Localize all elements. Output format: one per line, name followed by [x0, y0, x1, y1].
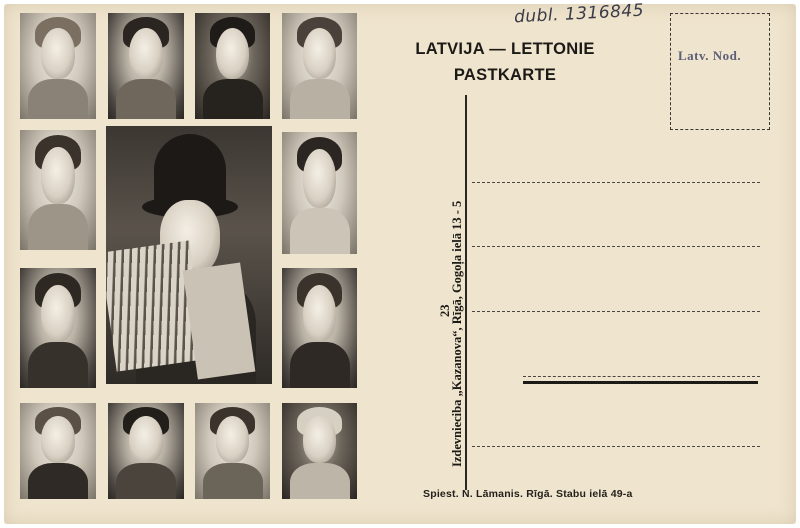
portrait-photo	[20, 403, 96, 499]
portrait-photo	[20, 130, 96, 250]
portrait-photo	[108, 403, 184, 499]
country-heading: LATVIJA — LETTONIE	[415, 40, 595, 58]
stamp-box	[670, 13, 770, 130]
postcard-title: PASTKARTE	[453, 66, 557, 84]
publisher-number: 23	[438, 304, 452, 317]
portrait-photo	[108, 13, 184, 119]
address-line	[472, 182, 760, 183]
portrait-photo	[195, 13, 270, 119]
portrait-photo	[282, 268, 357, 388]
address-line	[472, 446, 760, 447]
address-line	[472, 246, 760, 247]
portrait-photo	[195, 403, 270, 499]
portrait-photo	[282, 132, 357, 254]
printer-credit: Spiest. N. Lāmanis. Rīgā. Stabu ielā 49-a	[423, 488, 633, 500]
stamp-mark: Latv. Nod.	[678, 48, 742, 63]
address-line-bold	[523, 381, 758, 384]
publisher-text: Izdevnieciba „Kazanova“, Rīgā, Gogoļa ielā 13 - 5	[450, 200, 464, 467]
address-line	[472, 311, 760, 312]
portrait-photo	[20, 13, 96, 119]
vertical-divider	[465, 95, 467, 490]
address-line	[523, 376, 760, 377]
portrait-photo	[282, 403, 357, 499]
accordion-player-photo	[106, 126, 272, 384]
portrait-photo	[282, 13, 357, 119]
portrait-photo	[20, 268, 96, 388]
handwritten-note: dubl. 1316845	[513, 0, 645, 28]
